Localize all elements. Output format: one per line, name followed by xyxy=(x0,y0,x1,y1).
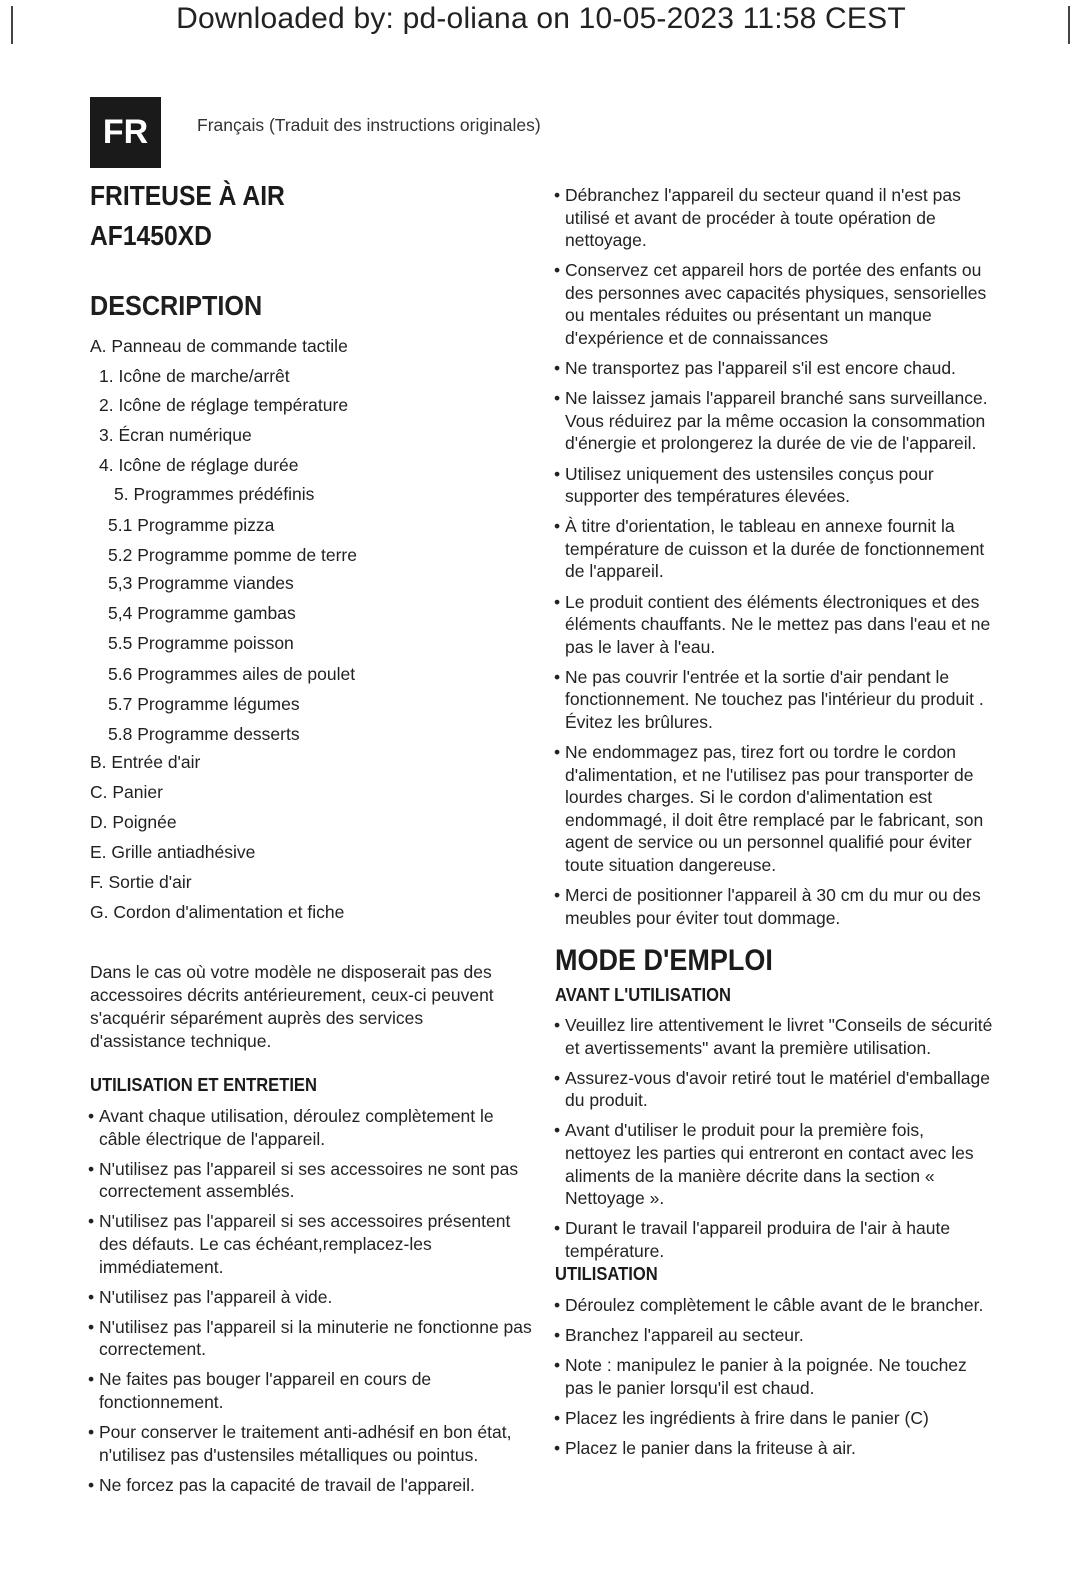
list-item: 5,3 Programme viandes xyxy=(108,573,294,593)
use-bullets xyxy=(554,1294,994,1467)
list-item: 5. Programmes prédéfinis xyxy=(114,484,315,504)
list-item: • Ne pas couvrir l'entrée et la sortie d'air pendant le fonctionnement. Ne touchez pas l'intérieur du produit . Évitez les brûlures. xyxy=(554,666,994,734)
list-item: • Durant le travail l'appareil produira de l'air à haute température. xyxy=(554,1217,994,1262)
language-badge: FR xyxy=(90,97,161,168)
product-title: FRITEUSE À AIR xyxy=(90,180,285,211)
list-item: B. Entrée d'air xyxy=(90,752,201,772)
list-item: • Merci de positionner l'appareil à 30 cm du mur ou des meubles pour éviter tout dommage. xyxy=(554,884,994,929)
mode-heading: MODE D'EMPLOI xyxy=(555,944,773,977)
list-item: 5.5 Programme poisson xyxy=(108,633,294,653)
list-item: • Branchez l'appareil au secteur. xyxy=(554,1324,994,1347)
list-item: 5,4 Programme gambas xyxy=(108,603,296,623)
list-item: • Pour conserver le traitement anti-adhésif en bon état, n'utilisez pas d'ustensiles métalliques ou pointus. xyxy=(88,1421,533,1466)
list-item: 4. Icône de réglage durée xyxy=(99,455,299,475)
list-item: • Veuillez lire attentivement le livret "Conseils de sécurité et avertissements" avant la première utilisation. xyxy=(554,1014,994,1059)
list-item: G. Cordon d'alimentation et fiche xyxy=(90,902,345,922)
accessories-note: Dans le cas où votre modèle ne disposerait pas des accessoires décrits antérieurement, ceux-ci peuvent s'acquérir séparément auprès des services d'assistance technique. xyxy=(90,962,494,1051)
care-heading: UTILISATION ET ENTRETIEN xyxy=(90,1075,317,1095)
list-item: • Ne endommagez pas, tirez fort ou tordre le cordon d'alimentation, et ne l'utilisez pas pour transporter de lourdes charges. Si le cordon d'alimentation est endommagé, il doit être remplacé par le fabricant, son agent de service ou un personnel qualifié pour éviter toute situation dangereuse. xyxy=(554,741,994,877)
list-item: • Avant d'utiliser le produit pour la première fois, nettoyez les parties qui entreront en contact avec les aliments de la manière décrite dans la section « Nettoyage ». xyxy=(554,1119,994,1209)
use-heading: UTILISATION xyxy=(555,1264,658,1284)
list-item: • N'utilisez pas l'appareil si ses accessoires ne sont pas correctement assemblés. xyxy=(88,1158,533,1203)
list-item: C. Panier xyxy=(90,782,163,802)
list-item: 5.2 Programme pomme de terre xyxy=(108,545,357,565)
watermark-text: Downloaded by: pd-oliana on 10-05-2023 11:58 CEST xyxy=(176,2,906,35)
watermark-right-bar xyxy=(1068,6,1070,44)
list-item: F. Sortie d'air xyxy=(90,872,192,892)
description-heading: DESCRIPTION xyxy=(90,290,263,321)
list-item: • Utilisez uniquement des ustensiles conçus pour supporter des températures élevées. xyxy=(554,463,994,508)
list-item: • N'utilisez pas l'appareil à vide. xyxy=(88,1286,533,1309)
list-item: • À titre d'orientation, le tableau en annexe fournit la température de cuisson et la durée de fonctionnement de l'appareil. xyxy=(554,515,994,583)
list-item: 5.6 Programmes ailes de poulet xyxy=(108,664,356,684)
list-item: • Déroulez complètement le câble avant de le brancher. xyxy=(554,1294,994,1317)
list-item: • N'utilisez pas l'appareil si la minuterie ne fonctionne pas correctement. xyxy=(88,1316,533,1361)
list-item: • Ne transportez pas l'appareil s'il est encore chaud. xyxy=(554,357,994,380)
care-bullets xyxy=(88,1105,533,1504)
list-item: • Ne laissez jamais l'appareil branché sans surveillance. Vous réduirez par la même occasion la consommation d'énergie et prolongerez la durée de vie de l'appareil. xyxy=(554,387,994,455)
list-item: 3. Écran numérique xyxy=(99,425,252,445)
list-item: • Placez les ingrédients à frire dans le panier (C) xyxy=(554,1407,994,1430)
list-item: • Ne faites pas bouger l'appareil en cours de fonctionnement. xyxy=(88,1368,533,1413)
product-model: AF1450XD xyxy=(90,220,212,251)
list-item: • Le produit contient des éléments électroniques et des éléments chauffants. Ne le mettez pas dans l'eau et ne pas le laver à l'eau. xyxy=(554,591,994,659)
list-item: • Avant chaque utilisation, déroulez complètement le câble électrique de l'appareil. xyxy=(88,1105,533,1150)
list-item: 2. Icône de réglage température xyxy=(99,395,349,415)
list-item: • Assurez-vous d'avoir retiré tout le matériel d'emballage du produit. xyxy=(554,1067,994,1112)
safety-bullets xyxy=(554,184,994,937)
list-item: • Placez le panier dans la friteuse à air. xyxy=(554,1437,994,1460)
list-item: • Ne forcez pas la capacité de travail de l'appareil. xyxy=(88,1474,533,1497)
list-item: • Conservez cet appareil hors de portée des enfants ou des personnes avec capacités physiques, sensorielles ou mentales réduites ou présentant un manque d'expérience et de connaissances xyxy=(554,259,994,349)
list-item: • Note : manipulez le panier à la poignée. Ne touchez pas le panier lorsqu'il est chaud. xyxy=(554,1354,994,1399)
list-item: E. Grille antiadhésive xyxy=(90,842,256,862)
before-use-bullets xyxy=(554,1014,994,1270)
list-item: 5.7 Programme légumes xyxy=(108,694,300,714)
list-item: 5.1 Programme pizza xyxy=(108,515,275,535)
list-item: A. Panneau de commande tactile xyxy=(90,336,348,356)
before-use-heading: AVANT L'UTILISATION xyxy=(555,985,731,1005)
list-item: • N'utilisez pas l'appareil si ses accessoires présentent des défauts. Le cas échéant,remplacez-les immédiatement. xyxy=(88,1210,533,1278)
list-item: • Débranchez l'appareil du secteur quand il n'est pas utilisé et avant de procéder à toute opération de nettoyage. xyxy=(554,184,994,252)
list-item: 5.8 Programme desserts xyxy=(108,724,300,744)
list-item: 1. Icône de marche/arrêt xyxy=(99,366,290,386)
list-item: D. Poignée xyxy=(90,812,177,832)
language-note: Français (Traduit des instructions originales) xyxy=(197,115,541,135)
